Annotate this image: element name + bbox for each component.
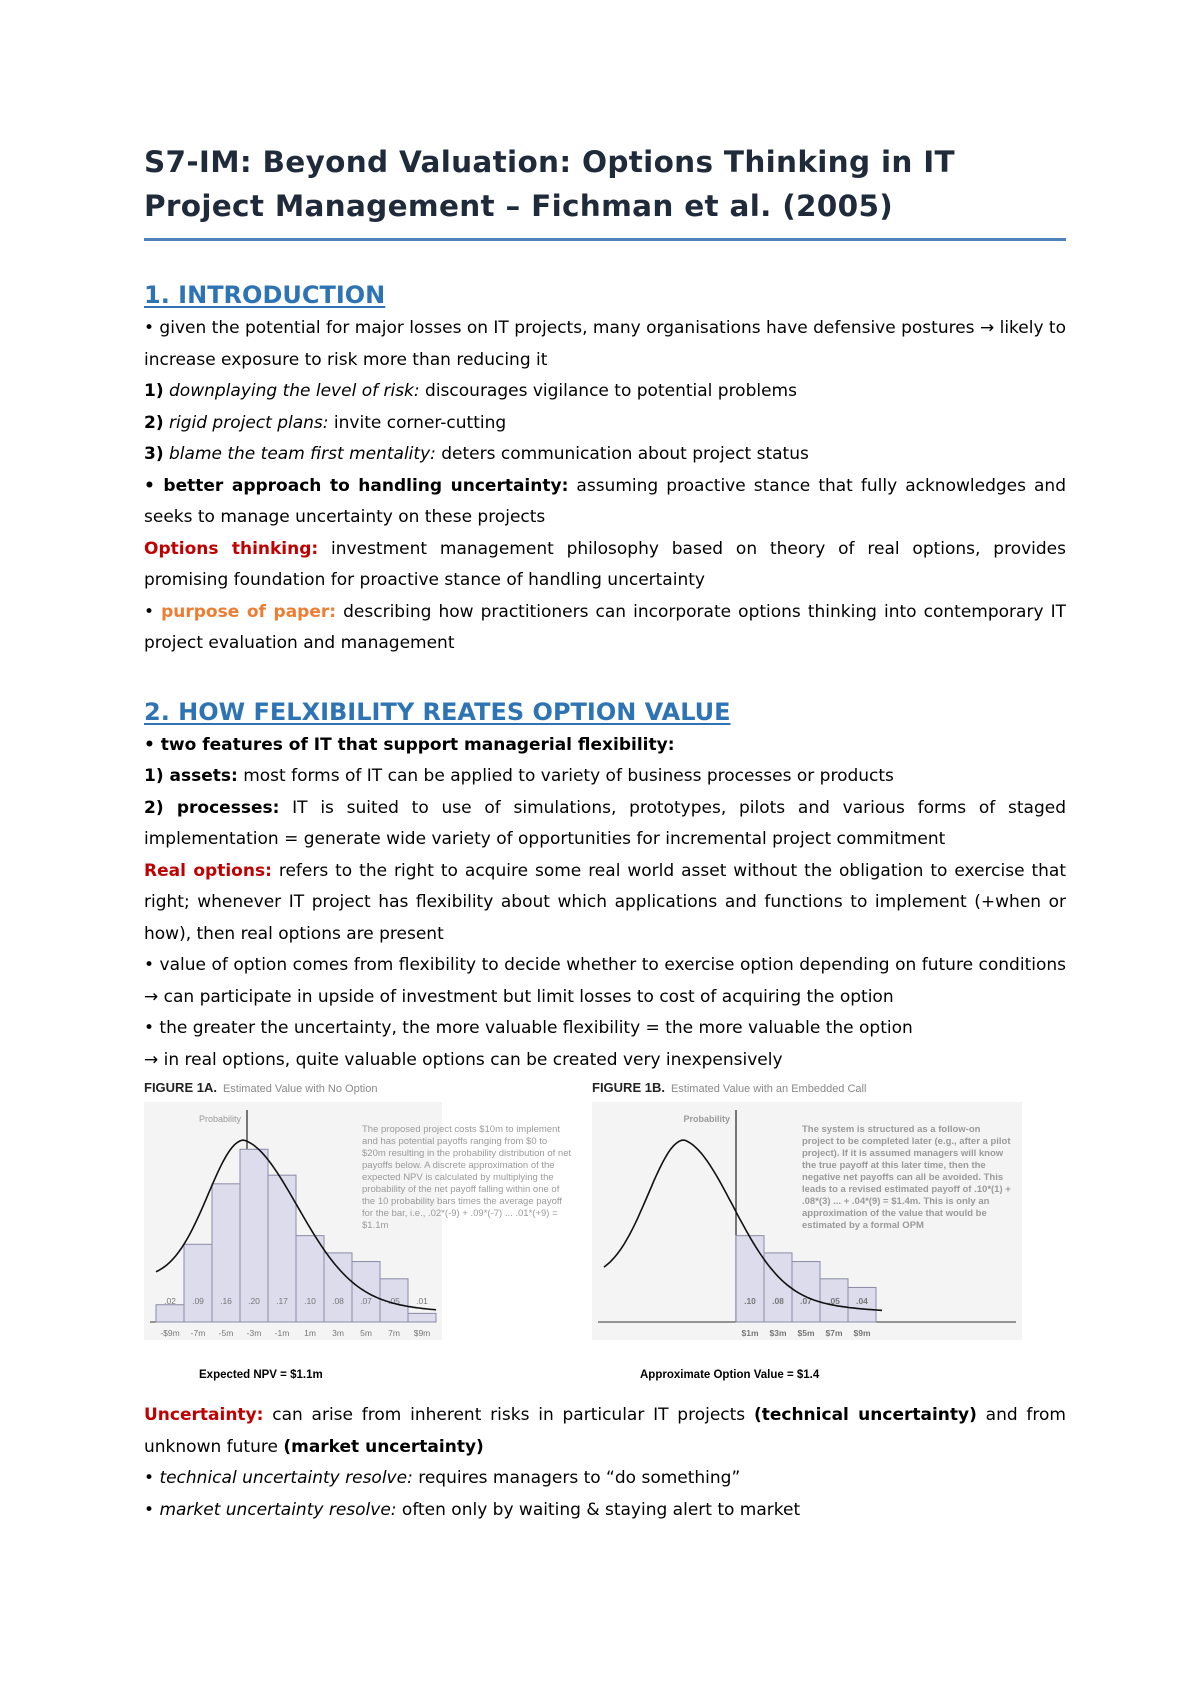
definition-text: refers to the right to acquire some real world asset without the obligation to exercise that right; whenever IT project has flexibility about which applications and functions to implement (+when or how), then real options are present: [144, 860, 1067, 944]
definition-text: and from unknown future: [144, 1405, 1066, 1457]
x-tick-label: $9m: [853, 1328, 871, 1338]
bullet-mark: •: [144, 1499, 160, 1520]
list-number: 1): [144, 381, 164, 401]
x-tick-label: $3m: [769, 1328, 787, 1338]
bullet-term: technical uncertainty resolve:: [159, 1468, 413, 1488]
flex-arrow-inexpensive: → in real options, quite valuable options can be created very inexpensively: [144, 1049, 783, 1070]
x-tick-label: 5m: [360, 1328, 372, 1338]
page-title: S7-IM: Beyond Valuation: Options Thinking in IT Project Management – Fichman et al. (2005): [144, 145, 955, 223]
flex-bullet-features: • two features of IT that support managerial flexibility:: [144, 734, 675, 755]
x-tick-label: -7m: [190, 1328, 206, 1338]
figure-note: The proposed project costs $10m to implement and has potential payoffs ranging from $0 to $20m resulting in the probability distribution of net payoffs below. A discrete approximation of the expected NPV is calculated by multiplying the probability of the net payoff falling within one of the 10 probability bars times the average payoff for the bar, i.e., .02*(-9) + .09*(-7) ... .01*(+9) = $1.1m: [362, 1124, 572, 1231]
bar-value-label: .20: [248, 1296, 260, 1306]
bullet-mark: •: [144, 601, 162, 622]
figure-label: FIGURE 1B.: [592, 1080, 665, 1095]
figure-1a: [144, 1080, 584, 1390]
x-tick-label: -$9m: [160, 1328, 180, 1338]
flex-list-item-assets: [144, 761, 1066, 793]
section-heading-introduction: 1. INTRODUCTION: [144, 281, 386, 309]
uncertainty-type-technical: (technical uncertainty): [753, 1405, 977, 1425]
bar: [408, 1313, 436, 1322]
list-term: downplaying the level of risk:: [169, 381, 420, 401]
bar-value-label: .05: [388, 1296, 400, 1306]
bar: [324, 1253, 352, 1322]
intro-list-item-1: [144, 376, 1066, 408]
definition-term: Uncertainty:: [144, 1405, 264, 1425]
bar: [156, 1305, 184, 1322]
definition-term: Options thinking:: [144, 538, 319, 559]
bullet-text: requires managers to “do something”: [412, 1468, 741, 1488]
intro-bullet-purpose: [144, 597, 1066, 660]
definition-text: investment management philosophy based on theory of real options, provides promising foundation for proactive stance of handling uncertainty: [144, 538, 1066, 590]
intro-list-item-2: [144, 408, 1066, 440]
bullet-mark: •: [144, 1468, 160, 1488]
figure-label: FIGURE 1A.: [144, 1080, 217, 1095]
bar-value-label: .16: [220, 1296, 232, 1306]
flex-list-item-processes: [144, 793, 1066, 856]
uncertainty-type-market: (market uncertainty): [283, 1436, 484, 1457]
list-term: 1) assets:: [144, 766, 238, 786]
bar: [736, 1236, 764, 1322]
intro-bullet-better-approach: [144, 471, 1066, 534]
y-axis-label: Probability: [683, 1114, 730, 1124]
bar-value-label: .07: [360, 1296, 372, 1306]
figure-note: The system is structured as a follow-on project to be completed later (e.g., after a pilot project). If it is assumed managers will know the true payoff at this later time, then the negative net payoffs can all be avoided. This leads to a revised estimated payoff of .10*(1) + .08*(3) ... + .04*(9) = $1.4m. This is only an approximation of the value that would be estimated by a formal OPM: [802, 1124, 1011, 1231]
bar: [184, 1244, 212, 1322]
list-number: 2): [144, 412, 164, 433]
list-text: deters communication about project status: [435, 444, 809, 464]
flex-bullet-value: • value of option comes from flexibility to decide whether to exercise option depending on future conditions → can participate in upside of investment but limit losses to cost of acquiring the option: [144, 955, 1066, 1007]
figure-row: [144, 1080, 1066, 1390]
title-underline: [144, 238, 1066, 241]
figure-subtitle: Estimated Value with an Embedded Call: [670, 1083, 867, 1095]
x-tick-label: $7m: [825, 1328, 843, 1338]
x-tick-label: $1m: [741, 1328, 759, 1338]
uncertainty-bullet-technical: [144, 1463, 1066, 1495]
list-text: IT is suited to use of simulations, prototypes, pilots and various forms of staged implementation = generate wide variety of opportunities for incremental project commitment: [144, 797, 1066, 849]
bullet-text: often only by waiting & staying alert to market: [396, 1499, 801, 1520]
y-axis-label: Probability: [198, 1114, 241, 1124]
list-term: rigid project plans:: [169, 412, 329, 433]
definition-text: can arise from inherent risks in particular IT projects: [263, 1405, 754, 1425]
x-tick-label: 7m: [388, 1328, 400, 1338]
flex-real-options: [144, 856, 1066, 951]
x-tick-label: 3m: [332, 1328, 344, 1338]
figure-caption: [592, 1080, 1032, 1095]
list-text: invite corner-cutting: [328, 412, 507, 433]
intro-options-thinking: [144, 534, 1066, 597]
figure-1b: [592, 1080, 1032, 1390]
intro-list-item-3: [144, 439, 1066, 471]
bar-value-label: .02: [164, 1296, 176, 1306]
bar-value-label: .04: [856, 1296, 868, 1306]
bar-value-label: .07: [800, 1296, 812, 1306]
figure-subtitle: Estimated Value with No Option: [222, 1083, 378, 1095]
figure-footer: Approximate Option Value = $1.4: [640, 1369, 820, 1381]
flex-bullet-uncertainty: • the greater the uncertainty, the more valuable flexibility = the more valuable the option: [144, 1018, 913, 1038]
x-tick-label: $9m: [413, 1328, 431, 1338]
list-term: blame the team first mentality:: [169, 444, 436, 464]
bar: [296, 1236, 324, 1322]
bar-value-label: .08: [772, 1296, 784, 1306]
list-text: discourages vigilance to potential problems: [419, 381, 797, 401]
figure-footer: Expected NPV = $1.1m: [199, 1369, 323, 1381]
bullet-term: market uncertainty resolve:: [159, 1499, 397, 1520]
uncertainty-definition: [144, 1400, 1066, 1463]
bullet-term: • better approach to handling uncertainty:: [144, 475, 569, 496]
list-text: most forms of IT can be applied to variety of business processes or products: [237, 766, 894, 786]
figure-caption: [144, 1080, 584, 1095]
bar-value-label: .10: [304, 1296, 316, 1306]
list-number: 3): [144, 444, 164, 464]
intro-bullet-losses: • given the potential for major losses on IT projects, many organisations have defensive postures → likely to increase exposure to risk more than reducing it: [144, 318, 1066, 370]
x-tick-label: -5m: [218, 1328, 234, 1338]
x-tick-label: $5m: [797, 1328, 815, 1338]
bar-value-label: .10: [744, 1296, 756, 1306]
list-term: 2) processes:: [144, 797, 280, 818]
bullet-text: assuming proactive stance that fully acknowledges and seeks to manage uncertainty on these projects: [144, 475, 1066, 527]
section-heading-flexibility: 2. HOW FELXIBILITY REATES OPTION VALUE: [144, 697, 731, 726]
bullet-term: purpose of paper:: [161, 601, 337, 622]
bullet-text: describing how practitioners can incorporate options thinking into contemporary IT project evaluation and management: [144, 601, 1066, 653]
x-tick-label: 1m: [304, 1328, 316, 1338]
bar-value-label: .08: [332, 1296, 344, 1306]
bar-value-label: .17: [276, 1296, 288, 1306]
uncertainty-bullet-market: [144, 1495, 1066, 1527]
bar-value-label: .09: [192, 1296, 204, 1306]
definition-term: Real options:: [144, 860, 272, 881]
document-content: [144, 140, 1066, 1526]
bar-value-label: .05: [828, 1296, 840, 1306]
bar: [764, 1253, 792, 1322]
x-tick-label: -1m: [274, 1328, 290, 1338]
x-tick-label: -3m: [246, 1328, 262, 1338]
bar-value-label: .01: [416, 1296, 428, 1306]
